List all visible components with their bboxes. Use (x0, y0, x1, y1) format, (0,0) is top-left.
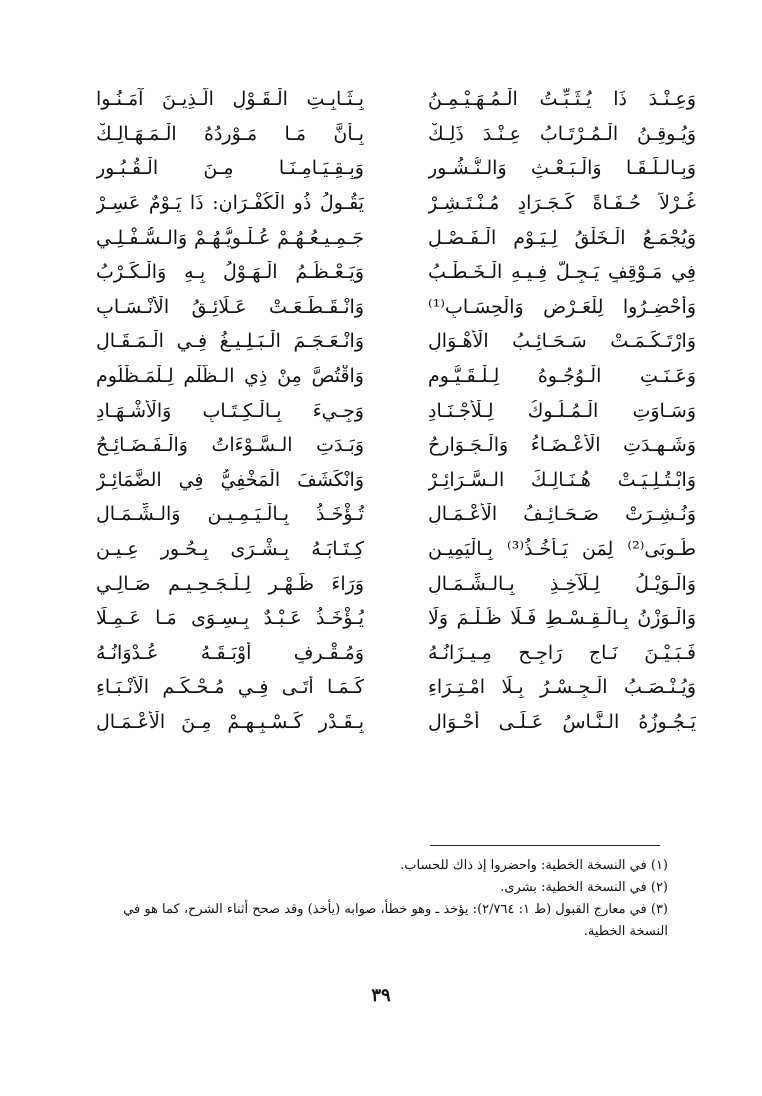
verse-row (96, 532, 696, 567)
verse-row (96, 117, 696, 152)
hemistich-left: جَـمِـيـعُـهُـمْ عُـلْـوِيُّـهُـمْ وَالـسُّـفْـلِـي (96, 226, 364, 249)
verse-row (96, 497, 696, 532)
verse-row (96, 636, 696, 671)
hemistich-left: كَـمَـا أَتَـى فِـي مُـحْـكَـمِ الْأَنْـبَـاءِ (96, 676, 364, 699)
hemistich-right: وَأُحْضِـرُوا لِلْعَـرْضِ وَالْحِسَـابِ⁽¹⁾ (428, 295, 696, 318)
verse-row (96, 463, 696, 498)
page-number: ٣٩ (371, 985, 391, 1006)
hemistich-left: وَانْكَشَفَ الْمَخْفِيُّ فِي الضَّمَائِـرْ (96, 468, 364, 491)
verse-row (96, 428, 696, 463)
hemistich-right: وَعِـنْـدَ ذَا يُـثَـبِّـتُ الْـمُـهَـيْـمِـنُ (428, 88, 696, 111)
hemistich-right: وَشَـهِـدَتِ الْأَعْـضَـاءُ وَالْـجَـوَارِحُ (428, 434, 696, 457)
hemistich-right: يَـجُـوزُهُ الـنَّـاسُ عَـلَـى أَحْـوَالِ (428, 710, 696, 733)
verse-row (96, 359, 696, 394)
hemistich-left: وَجِـيءَ بِـالْـكِـتَـابِ وَالْأَشْـهَـادِ (96, 399, 364, 422)
hemistich-left: وَانْـعَـجَـمَ الْـبَـلِـيـغُ فِـي الْـمَـقَـالِ (96, 330, 364, 353)
hemistich-right: وَالْـوَزْنُ بِـالْـقِـسْـطِ فَـلَا ظُـلْـمَ وَلَا (428, 607, 696, 630)
hemistich-right: وَعَـنَـتِ الْـوُجُـوهُ لِـلْـقَـيُّـومِ (428, 365, 696, 388)
footnote-3: (٣) في معارج القبول (ط ١: ٢/٧٦٤): يؤخذ ـ وهو خطأ، صوابه (يأخذ) وقد صحح أثناء الشرح، كما هو في النسخة الخطية. (123, 902, 668, 939)
hemistich-left: تُـؤْخَـذُ بِـالْـيَـمِـيـنِ وَالـشِّـمَـالِ (96, 503, 364, 526)
hemistich-left: وَرَاءَ ظَـهْـرٍ لِـلْـجَـحِـيـمِ صَـالِـي (96, 572, 364, 595)
verse-row (96, 566, 696, 601)
hemistich-left: وَمُـقْـرِفٍ أَوْبَـقَـهُ عُـدْوَانُـهُ (96, 641, 364, 664)
hemistich-right: وَسَـاوَتِ الْـمُـلُـوكُ لِـلْأَجْـنَـادِ (428, 399, 696, 422)
hemistich-left: يُـؤْخَـذُ عَـبْـدٌ بِـسِـوَى مَـا عَـمِـلَا (96, 607, 364, 630)
hemistich-left: وَبِـقِـيَـامِـنَـا مِـنَ الْـقُـبُـورِ (96, 157, 364, 180)
hemistich-left: يَقُـولُ ذُو الْكُفْـرَانِ: ذَا يَـوْمٌ عَسِـرْ (96, 192, 364, 215)
hemistich-right: وَالْـوَيْـلُ لِـلْآخِـذِ بِـالـشِّـمَـالِ (428, 572, 696, 595)
verse-row (96, 393, 696, 428)
verse-row (96, 324, 696, 359)
verse-row (96, 705, 696, 740)
verse-row (96, 82, 696, 117)
footnote-2: (٢) في النسخة الخطية: بشرى. (500, 880, 668, 895)
hemistich-right: غُـرْلاً حُـفَـاةً كَـجَـرَادٍ مُـنْـتَـشِـرْ (428, 192, 696, 215)
hemistich-right: وَيُجْمَـعُ الْـخَلْقُ لِـيَـوْمِ الْـفَـصْـلِ (428, 226, 696, 249)
hemistich-right: وَارْتَـكَـمَـتْ سَـحَـائِـبُ الْأَهْـوَالِ (428, 330, 696, 353)
verse-row (96, 151, 696, 186)
verse-row (96, 255, 696, 290)
hemistich-right: طُـوبَى⁽²⁾ لِمَن يَـأْخُـذُ⁽³⁾ بِـالْيَمِيـنِ (428, 538, 696, 561)
hemistich-left: بِـثَـابِـتِ الْـقَـوْلِ الَّـذِيـنَ آمَـنُـوا (96, 88, 364, 111)
hemistich-left: وَبَـدَتِ الـسَّـوْءَاتُ وَالْـفَـضَـائِـحُ (96, 434, 364, 457)
hemistich-left: كِـتَـابَـهُ بِـشْـرَى بِـحُـورٍ عِـيـنِ (96, 538, 364, 561)
hemistich-right: وَبِـالـلِّـقَـا وَالْـبَـعْـثِ وَالـنُّـشُـورِ (428, 157, 696, 180)
verse-row (96, 186, 696, 221)
hemistich-left: بِـأَنَّ مَـا مَـوْرِدُهُ الْـمَـهَـالِـكْ (96, 122, 364, 145)
hemistich-right: وَيُـنْـصَـبُ الْـجِـسْـرُ بِـلَا امْـتِـرَاءِ (428, 676, 696, 699)
footnotes (90, 855, 670, 943)
hemistich-right: فَـبَـيْـنَ نَـاجٍ رَاجِـحٍ مِـيـزَانُـهُ (428, 641, 696, 664)
hemistich-left: وَيَـعْـظُـمُ الْـهَـوْلُ بِـهِ وَالْـكَـرْبُ (96, 261, 364, 284)
hemistich-left: وَانْـقَـطَـعَـتْ عَـلَائِـقُ الْأَنْـسَـابِ (96, 295, 364, 318)
hemistich-right: وَنُـشِـرَتْ صَـحَـائِـفُ الْأَعْـمَـالِ (428, 503, 696, 526)
footnote-1: (١) في النسخة الخطية: واحضروا إذ ذاك للحساب. (400, 858, 668, 873)
verse-row (96, 670, 696, 705)
poem-verses (96, 82, 696, 739)
hemistich-left: بِـقَـدْرِ كَـسْـبِـهِـمْ مِـنَ الْأَعْـمَـالِ (96, 710, 364, 733)
hemistich-right: وَيُـوقِـنُ الْـمُـرْتَـابُ عِـنْـدَ ذَلِـكْ (428, 122, 696, 145)
verse-row (96, 220, 696, 255)
footnote-divider (430, 845, 660, 846)
verse-row (96, 290, 696, 325)
hemistich-right: فِي مَـوْقِفٍ يَـجِـلُّ فِـيـهِ الْـخَـطْـبُ (428, 261, 696, 284)
verse-row (96, 601, 696, 636)
hemistich-left: وَاقْتُصَّ مِنْ ذِي الـظُّلْمِ لِـلْمَـظْلُومِ (96, 365, 364, 388)
hemistich-right: وَابْـتُـلِـيَـتْ هُـنَـالِـكَ الـسَّـرَائِـرْ (428, 468, 696, 491)
